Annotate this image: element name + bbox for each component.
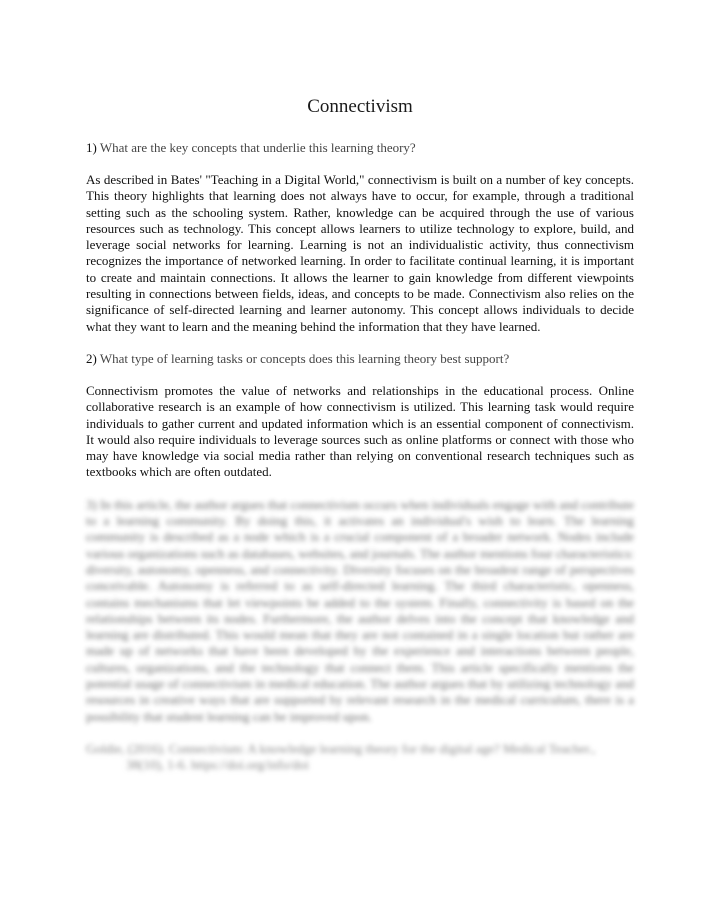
document-title: Connectivism — [307, 96, 413, 117]
question-2-text: What type of learning tasks or concepts does this learning theory best support? — [96, 350, 510, 366]
question-1-number: 1) — [86, 140, 97, 155]
question-2-number: 2) — [86, 350, 97, 366]
reference-citation: Goldie, (2016). Connectivism: A knowledge learning theory for the digital age? Medical Teacher., 38(10), 1-6. https://doi.org/info/doi — [86, 740, 596, 772]
answer-1-paragraph: As described in Bates' "Teaching in a Digital World," connectivism is built on a number of key concepts. This theory highlights that learning does not always have to occur, for example, through a traditional setting such as the schooling system. Rather, knowledge can be acquired through the use of various resources such as technology. This concept allows learners to utilize technology to explore, build, and leverage social networks for learning. Learning is not an individualistic activity, thus connectivism recognizes the importance of networked learning. In order to facilitate continual learning, it is important to create and maintain connections. It allows the learner to gain knowledge from different viewpoints resulting in connections between fields, ideas, and concepts to be made. Connectivism also relies on the significance of self-directed learning and learner autonomy. This concept allows individuals to decide what they want to learn and the meaning behind the information that they have learned. — [86, 172, 634, 334]
question-1-text: What are the key concepts that underlie this learning theory? — [96, 140, 416, 155]
answer-3-blurred-paragraph: 3) In this article, the author argues that connectivism occurs when individuals engage with and contribute to a learning community. By doing this, it activates an individual's wish to learn. The learning community is described as a node which is a crucial component of a broader network. Nodes include various organizations such as databases, websites, and journals. The author mentions four characteristics: diversity, autonomy, openness, and connectivity. Diversity focuses on the broadest range of perspectives conceivable. Autonomy is referred to as self-directed learning. The third characteristic, openness, contains mechanisms that let viewpoints be added to the system. Finally, connectivity is based on the relationships between its nodes. Furthermore, the author delves into the concept that knowledge and learning are distributed. This would mean that they are not contained in a single location but rather are made up of networks that have been developed by the experience and interactions between people, cultures, organizations, and the technology that connect them. This article specifically mentions the potential usage of connectivism in medical education. The author argues that by utilizing technology and resources in creative ways that are supported by relevant research in the medical curriculum, there is a possibility that student learning can be improved upon. — [86, 496, 634, 724]
answer-2-paragraph: Connectivism promotes the value of networks and relationships in the educational process. Online collaborative research is an example of how connectivism is utilized. This learning task would require individuals to gather current and updated information which is an essential component of connectivism. It would also require individuals to leverage sources such as online platforms or connect with those who may have knowledge via social media rather than relying on conventional research techniques such as textbooks which are often outdated. — [86, 382, 634, 480]
question-2 — [86, 351, 634, 367]
document-page — [86, 96, 634, 786]
question-1 — [86, 140, 634, 156]
